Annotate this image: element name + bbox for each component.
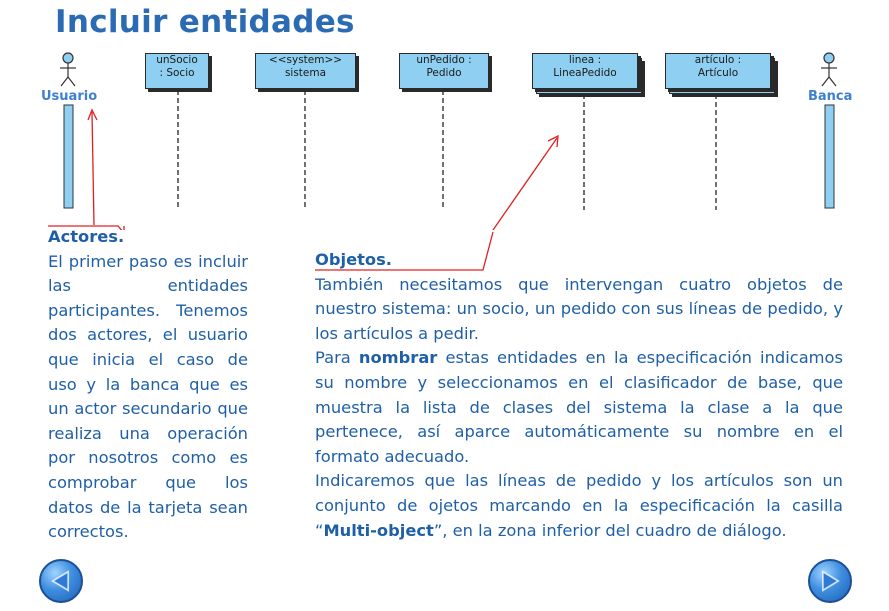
object-class: Pedido [426, 67, 462, 79]
objetos-paragraph-3 [315, 469, 843, 543]
actores-body: El primer paso es incluir las entidades participantes. Tenemos dos actores, el usuario que inicia el caso de uso y la banca que es un actor secundario que realiza una operación por nosotros como es comprobar que los datos de la tarjeta sean correctos. [48, 251, 248, 542]
object-articulo [665, 53, 771, 89]
text-run: Para [315, 348, 359, 368]
actores-section [48, 225, 248, 545]
object-sistema [255, 53, 356, 89]
arrow-left-icon [41, 561, 81, 601]
object-name: unPedido : [416, 54, 472, 66]
object-class: : Socio [159, 67, 195, 79]
object-class: sistema [284, 67, 327, 79]
object-name: linea : [568, 54, 602, 66]
next-button[interactable] [808, 559, 852, 603]
object-name: unSocio [156, 54, 198, 66]
bold-term-nombrar: nombrar [358, 348, 438, 368]
text-run: Indicaremos que las líneas de pedido y los artículos son un conjunto de ojetos marcando en la especificación la casilla “ [315, 471, 843, 540]
objetos-heading: Objetos. [315, 250, 392, 269]
objetos-paragraph-1: También necesitamos que intervengan cuatro objetos de nuestro sistema: un socio, un pedido con sus líneas de pedido, y los artículos a pedir. [315, 274, 843, 343]
object-linea [532, 53, 638, 89]
arrow-right-icon [810, 561, 850, 601]
objetos-paragraph-2 [315, 346, 843, 469]
object-stereotype: <<system>> [268, 54, 343, 66]
object-unsocio [145, 53, 209, 89]
object-class: LineaPedido [553, 67, 617, 79]
page-title: Incluir entidades [55, 4, 355, 40]
text-run: estas entidades en la especificación indicamos su nombre y seleccionamos en el clasificador de base, que muestra la lista de clases del sistema la clase a la que pertenece, así aparce automáticamente su nombre en el formato adecuado. [315, 348, 843, 466]
text-run: ”, en la zona inferior del cuadro de diálogo. [433, 520, 787, 540]
previous-button[interactable] [39, 559, 83, 603]
object-unpedido [399, 53, 489, 89]
actor-label-banca: Banca [808, 89, 853, 104]
object-class: Artículo [697, 67, 739, 79]
bold-term-multiobject: Multi-object [323, 520, 434, 540]
actores-heading: Actores. [48, 227, 125, 246]
objetos-section [315, 248, 843, 543]
actor-label-usuario: Usuario [41, 89, 98, 104]
object-name: artículo : [694, 54, 742, 66]
